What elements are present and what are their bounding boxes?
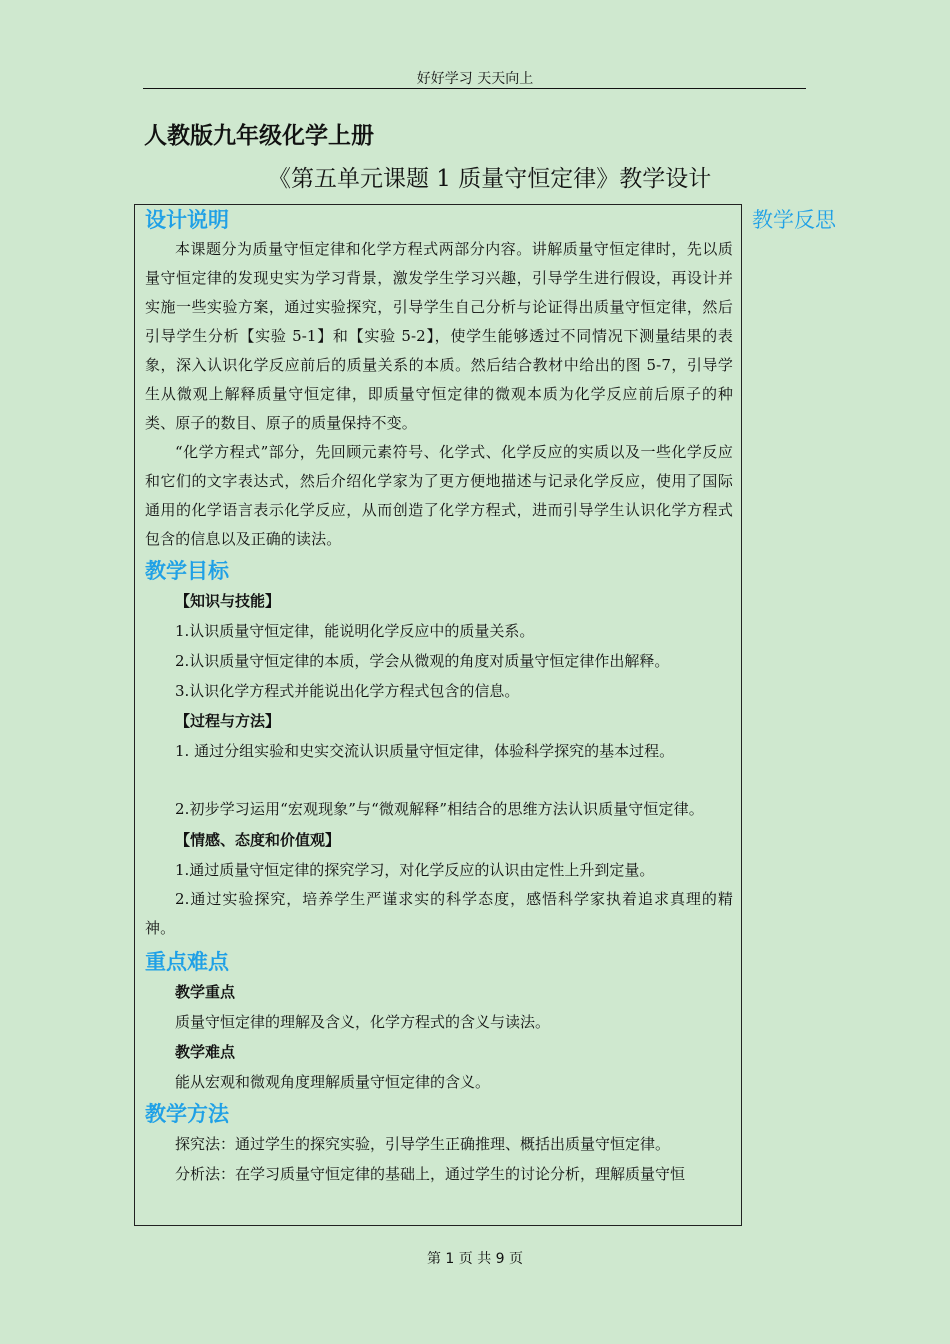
goal-process-item: 2.初步学习运用“宏观现象”与“微观解释”相结合的思维方法认识质量守恒定律。: [175, 800, 704, 818]
focus-title: 教学重点: [175, 982, 236, 1001]
lesson-content: [145, 205, 733, 1189]
method-item: 探究法：通过学生的探究实验，引导学生正确推理、概括出质量守恒定律。: [175, 1134, 671, 1153]
focus-text: 质量守恒定律的理解及含义，化学方程式的含义与读法。: [175, 1012, 551, 1031]
design-paragraph-1: 本课题分为质量守恒定律和化学方程式两部分内容。讲解质量守恒定律时，先以质量守恒定律的发现史实为学习背景，激发学生学习兴趣，引导学生进行假设，再设计并实施一些实验方案，通过实验探究，引导学生自己分析与论证得出质量守恒定律，然后引导学生分析【实验 5-1】和【实验 5-2】，使学生能够透过不同情况下测量结果的表象，深入认识化学反应前后的质量关系的本质。然后结合教材中给出的图 5-7，引导学生从微观上解释质量守恒定律，即质量守恒定律的微观本质为化学反应前后原子的种类、原子的数目、原子的质量保持不变。: [145, 240, 733, 432]
goal-process-item: 1. 通过分组实验和史实交流认识质量守恒定律，体验科学探究的基本过程。: [175, 742, 675, 760]
goal-knowledge-item: 2.认识质量守恒定律的本质，学会从微观的角度对质量守恒定律作出解释。: [175, 652, 670, 670]
goal-emotion-title: 【情感、态度和价值观】: [175, 830, 341, 849]
goal-process-title: 【过程与方法】: [175, 712, 281, 730]
section-heading-design: 设计说明: [145, 208, 229, 232]
book-title: 人教版九年级化学上册: [144, 123, 374, 149]
goal-emotion-item: 2.通过实验探究，培养学生严谨求实的科学态度，感悟科学家执着追求真理的精神。: [145, 889, 733, 937]
difficulty-title: 教学难点: [175, 1042, 236, 1061]
difficulty-text: 能从宏观和微观角度理解质量守恒定律的含义。: [175, 1072, 491, 1091]
lesson-content-box: [134, 204, 742, 1226]
reflection-heading: 教学反思: [752, 208, 836, 232]
goal-knowledge-title: 【知识与技能】: [175, 592, 281, 610]
blank-line: [145, 766, 733, 795]
method-item: 分析法：在学习质量守恒定律的基础上，通过学生的讨论分析，理解质量守恒: [175, 1164, 686, 1183]
goal-knowledge-item: 1.认识质量守恒定律，能说明化学反应中的质量关系。: [175, 622, 535, 640]
page-header: 好好学习 天天向上: [416, 71, 534, 87]
goal-knowledge-item: 3.认识化学方程式并能说出化学方程式包含的信息。: [175, 682, 520, 700]
page-footer: 第 1 页 共 9 页: [426, 1251, 524, 1267]
header-divider: [143, 88, 806, 89]
lesson-title: 《第五单元课题 1 质量守恒定律》教学设计: [268, 166, 712, 192]
design-paragraph-2: “化学方程式”部分，先回顾元素符号、化学式、化学反应的实质以及一些化学反应和它们的文字表达式，然后介绍化学家为了更方便地描述与记录化学反应，使用了国际通用的化学语言表示化学反应，从而创造了化学方程式，进而引导学生认识化学方程式包含的信息以及正确的读法。: [145, 443, 733, 548]
section-heading-methods: 教学方法: [145, 1101, 229, 1126]
section-heading-goals: 教学目标: [145, 559, 229, 583]
goal-emotion-item: 1.通过质量守恒定律的探究学习，对化学反应的认识由定性上升到定量。: [175, 860, 655, 879]
section-heading-key-points: 重点难点: [145, 949, 229, 974]
